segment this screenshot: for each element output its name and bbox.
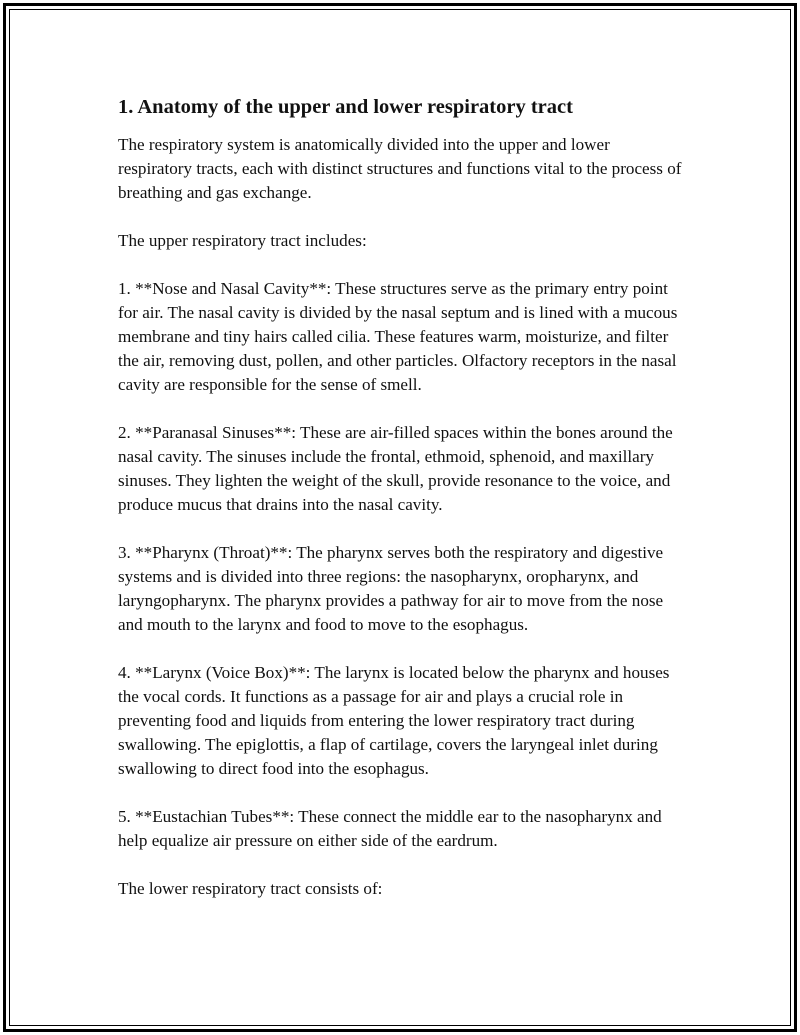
document-body [118,94,688,925]
item-pharynx: 3. **Pharynx (Throat)**: The pharynx serves both the respiratory and digestive systems and is divided into three regions: the nasopharynx, oropharynx, and laryngopharynx. The pharynx provides a pathway for air to move from the nose and mouth to the larynx and food to move to the esophagus. [118,543,664,634]
item-nose-nasal-cavity: 1. **Nose and Nasal Cavity**: These structures serve as the primary entry point for air. The nasal cavity is divided by the nasal septum and is lined with a mucous membrane and tiny hairs called cilia. These features warm, moisturize, and filter the air, removing dust, pollen, and other particles. Olfactory receptors in the nasal cavity are responsible for the sense of smell. [118,279,678,394]
item-paranasal-sinuses: 2. **Paranasal Sinuses**: These are air-filled spaces within the bones around the nasal cavity. The sinuses include the frontal, ethmoid, sphenoid, and maxillary sinuses. They lighten the weight of the skull, provide resonance to the voice, and produce mucus that drains into the nasal cavity. [118,423,673,514]
section-heading: 1. Anatomy of the upper and lower respiratory tract [118,96,573,118]
lower-tract-intro: The lower respiratory tract consists of: [118,879,383,898]
upper-tract-intro: The upper respiratory tract includes: [118,231,367,250]
item-eustachian-tubes: 5. **Eustachian Tubes**: These connect the middle ear to the nasopharynx and help equalize air pressure on either side of the eardrum. [118,807,662,850]
intro-paragraph: The respiratory system is anatomically divided into the upper and lower respiratory tracts, each with distinct structures and functions vital to the process of breathing and gas exchange. [118,135,682,202]
item-larynx: 4. **Larynx (Voice Box)**: The larynx is located below the pharynx and houses the vocal cords. It functions as a passage for air and plays a crucial role in preventing food and liquids from entering the lower respiratory tract during swallowing. The epiglottis, a flap of cartilage, covers the laryngeal inlet during swallowing to direct food into the esophagus. [118,663,670,778]
